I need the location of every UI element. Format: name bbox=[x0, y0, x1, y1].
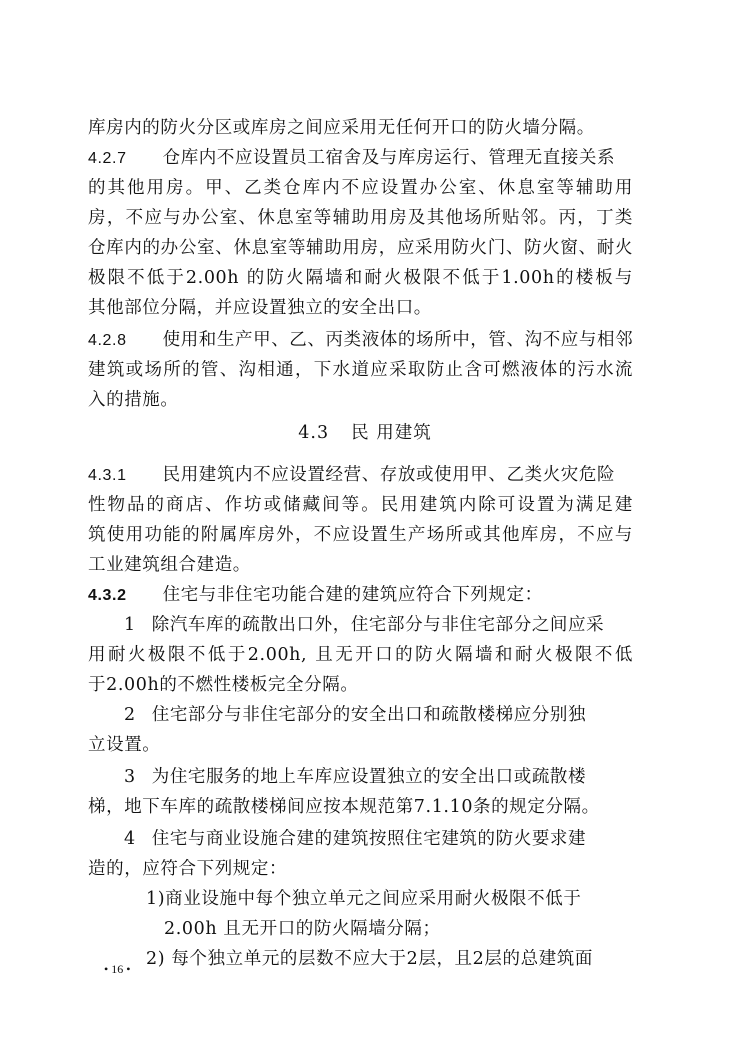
line-text: 住宅部分与非住宅部分的安全出口和疏散楼梯应分别独 bbox=[151, 705, 587, 725]
sub-item-2: 2) 每个独立单元的层数不应大于2层，且2层的总建筑面 bbox=[146, 949, 593, 969]
line-text: 仓库内不应设置员工宿舍及与库房运行、管理无直接关系 bbox=[162, 148, 616, 168]
text-line: 极限不低于2.00h 的防火隔墙和耐火极限不低于1.00h的楼板与 bbox=[88, 268, 633, 288]
clause-4-3-2 bbox=[88, 580, 633, 610]
item-number: 4 bbox=[124, 829, 136, 849]
line-text: 使用和生产甲、乙、丙类液体的场所中，管、沟不应与相邻 bbox=[162, 330, 634, 350]
text-line: 筑使用功能的附属库房外，不应设置生产场所或其他库房，不应与 bbox=[88, 525, 633, 545]
clause-number: 4.3.1 bbox=[88, 467, 127, 484]
text-line: 其他部位分隔，并应设置独立的安全出口。 bbox=[88, 298, 432, 318]
line-text: 为住宅服务的地上车库应设置独立的安全出口或疏散楼 bbox=[151, 767, 587, 787]
item-number: 1 bbox=[124, 615, 136, 635]
text-line: 梯，地下车库的疏散楼梯间应按本规范第7.1.10条的规定分隔。 bbox=[88, 797, 600, 817]
clause-4-2-7 bbox=[88, 143, 633, 173]
text-line: 立设置。 bbox=[88, 735, 161, 755]
text-line: 房，不应与办公室、休息室等辅助用房及其他场所贴邻。丙，丁类 bbox=[88, 208, 633, 228]
item-number: 2 bbox=[124, 705, 136, 725]
line-text: 住宅与非住宅功能合建的建筑应符合下列规定： bbox=[162, 585, 543, 605]
sub-item-1: 1)商业设施中每个独立单元之间应采用耐火极限不低于 bbox=[146, 889, 582, 909]
text-line: 造的，应符合下列规定： bbox=[88, 859, 288, 879]
text-line: 入的措施。 bbox=[88, 390, 179, 410]
clause-4-2-8 bbox=[88, 325, 633, 355]
item-number: 3 bbox=[124, 767, 136, 787]
line-text: 民用建筑内不应设置经营、存放或使用甲、乙类火灾危险 bbox=[162, 465, 616, 485]
item-2 bbox=[88, 700, 633, 730]
item-1 bbox=[88, 610, 633, 640]
section-number: 4.3 bbox=[298, 423, 330, 443]
section-title bbox=[0, 418, 730, 448]
clause-4-3-1 bbox=[88, 460, 633, 490]
line-text: 除汽车库的疏散出口外，住宅部分与非住宅部分之间应采 bbox=[151, 615, 605, 635]
clause-number: 4.3.2 bbox=[88, 587, 127, 604]
page-number: • 16 • bbox=[104, 962, 131, 976]
sub-item-1-continued: 2.00h 且无开口的防火隔墙分隔； bbox=[164, 919, 441, 939]
text-line: 仓库内的办公室、休息室等辅助用房，应采用防火门、防火窗、耐火 bbox=[88, 238, 633, 258]
text-line: 用耐火极限不低于2.00h, 且无开口的防火隔墙和耐火极限不低 bbox=[88, 645, 633, 665]
text-line: 建筑或场所的管、沟相通，下水道应采取防止含可燃液体的污水流 bbox=[88, 360, 633, 380]
line-text: 住宅与商业设施合建的建筑按照住宅建筑的防火要求建 bbox=[151, 829, 587, 849]
text-line: 的其他用房。甲、乙类仓库内不应设置办公室、休息室等辅助用 bbox=[88, 178, 633, 198]
text-line bbox=[88, 113, 633, 143]
line-text: 库房内的防火分区或库房之间应采用无任何开口的防火墙分隔。 bbox=[88, 118, 595, 138]
section-title-text: 民 用建筑 bbox=[351, 423, 432, 443]
text-line: 性物品的商店、作坊或储藏间等。民用建筑内除可设置为满足建 bbox=[88, 495, 633, 515]
clause-number: 4.2.7 bbox=[88, 150, 127, 167]
text-line: 工业建筑组合建造。 bbox=[88, 555, 251, 575]
text-line: 于2.00h的不燃性楼板完全分隔。 bbox=[88, 675, 359, 695]
item-4 bbox=[88, 824, 633, 854]
item-3 bbox=[88, 762, 633, 792]
clause-number: 4.2.8 bbox=[88, 332, 127, 349]
